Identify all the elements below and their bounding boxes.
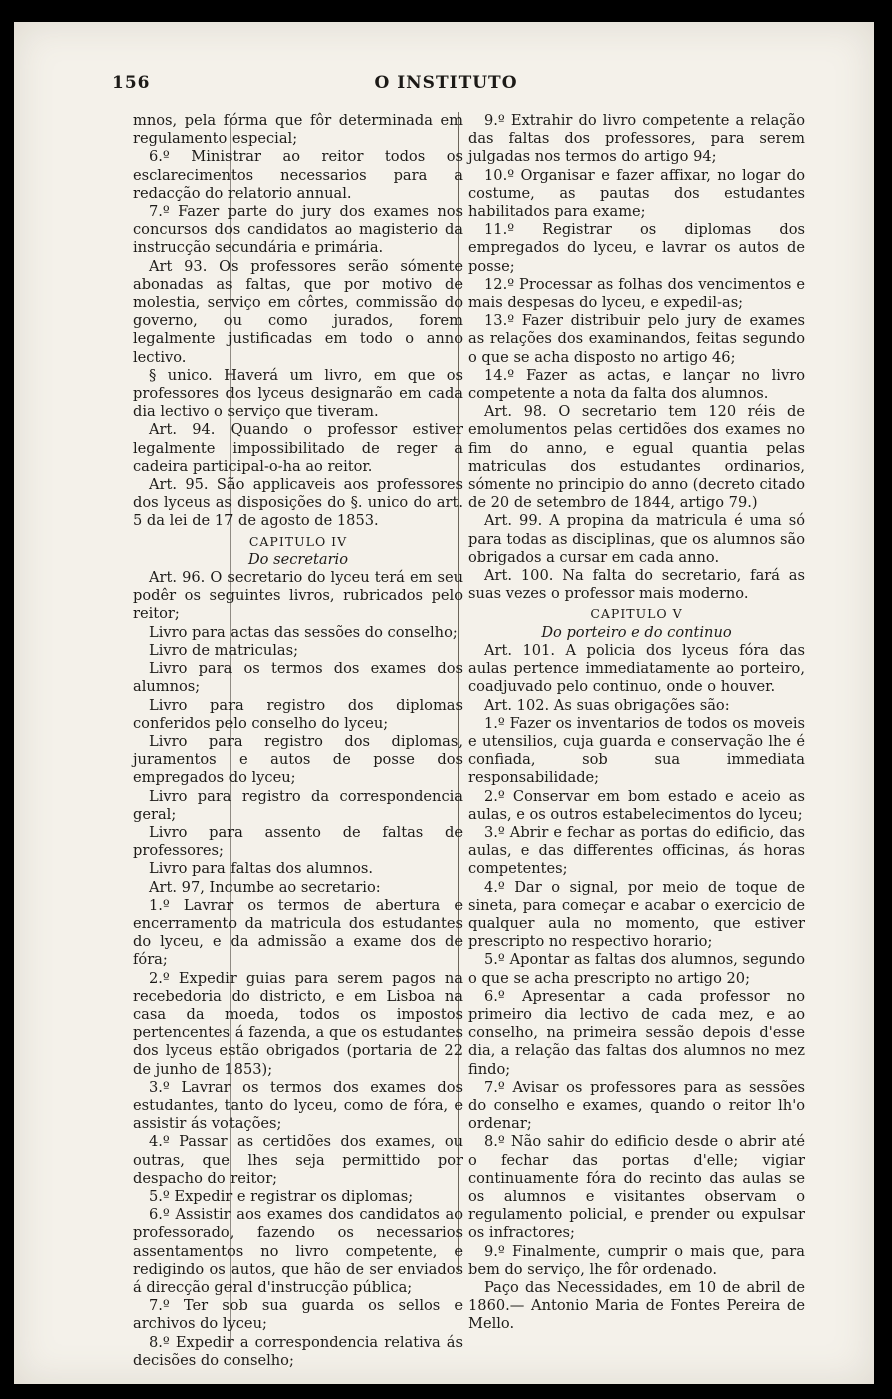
list-item: 8.º Não sahir do edificio desde o abrir até o fechar das portas d'elle; vigiar continuamente fóra do recinto das aulas se os alumnos e visitantes observam o regulamento policial, e prender ou expulsar os infractores; <box>468 1133 805 1242</box>
paragraph: Art. 95. São applicaveis aos professores dos lyceus as disposições do §. unico do art. 5 da lei de 17 de agosto de 1853. <box>133 476 463 530</box>
list-item: 5.º Apontar as faltas dos alumnos, segundo o que se acha prescripto no artigo 20; <box>468 951 805 987</box>
list-item: 4.º Passar as certidões dos exames, ou outras, que lhes seja permittido por despacho do reitor; <box>133 1133 463 1187</box>
list-item: 10.º Organisar e fazer affixar, no logar do costume, as pautas dos estudantes habilitados para exame; <box>468 166 805 221</box>
signature-paragraph: Paço das Necessidades, em 10 de abril de 1860.— Antonio Maria de Fontes Pereira de Mello. <box>468 1279 805 1333</box>
list-item: 13.º Fazer distribuir pelo jury de exames as relações dos examinandos, feitas segundo o que se acha disposto no artigo 46; <box>468 312 805 366</box>
list-item: 3.º Abrir e fechar as portas do edificio, das aulas, e das differentes officinas, ás horas competentes; <box>468 823 805 878</box>
chapter-heading: CAPITULO IV <box>248 533 348 549</box>
list-item: 7.º Ter sob sua guarda os sellos e archivos do lyceu; <box>133 1297 463 1333</box>
chapter-heading: CAPITULO V <box>590 606 683 622</box>
list-item: Livro para registro da correspondencia geral; <box>133 787 463 823</box>
list-item: 1.º Fazer os inventarios de todos os moveis e utensilios, cuja guarda e conservação lhe é confiada, sob sua immediata responsabilidade; <box>468 714 805 787</box>
list-item: 9.º Finalmente, cumprir o mais que, para bem do serviço, lhe fôr ordenado. <box>468 1242 805 1278</box>
list-item: 5.º Expedir e registrar os diplomas; <box>149 1187 414 1205</box>
paragraph: Art 93. Os professores serão sómente abonadas as faltas, que por motivo de molestia, serviço em côrtes, commissão do governo, ou como jurados, forem legalmente justificadas em todo o anno lectivo. <box>133 257 463 366</box>
paragraph: Art. 94. Quando o professor estiver legalmente impossibilitado de reger a cadeira participal-o-ha ao reitor. <box>133 421 463 475</box>
paragraph: Art. 96. O secretario do lyceu terá em seu podêr os seguintes livros, rubricados pelo reitor; <box>133 569 463 623</box>
running-title: O INSTITUTO <box>374 73 518 93</box>
list-item: 4.º Dar o signal, por meio de toque de sineta, para começar e acabar o exercicio de qualquer aula no momento, que estiver prescripto no respectivo horario; <box>468 878 805 951</box>
list-item: 2.º Conservar em bom estado e aceio as aulas, e os outros estabelecimentos do lyceu; <box>468 787 805 823</box>
paragraph: Art. 102. As suas obrigações são: <box>484 696 730 714</box>
list-item: 14.º Fazer as actas, e lançar no livro competente a nota da falta dos alumnos. <box>468 366 805 403</box>
paragraph: Art. 97, Incumbe ao secretario: <box>149 878 381 896</box>
left-column <box>133 112 463 1370</box>
paragraph: 6.º Ministrar ao reitor todos os esclarecimentos necessarios para a redacção do relatorio annual. <box>133 148 463 202</box>
list-item: 12.º Processar as folhas dos vencimentos e mais despesas do lyceu, e expedil-as; <box>468 275 805 312</box>
list-item: 7.º Avisar os professores para as sessões do conselho e exames, quando o reitor lh'o ordenar; <box>468 1078 805 1133</box>
list-item: Livro para registro dos diplomas conferidos pelo conselho do lyceu; <box>133 696 463 732</box>
list-item: 11.º Registrar os diplomas dos empregados do lyceu, e lavrar os autos de posse; <box>468 221 805 275</box>
list-item: Livro para assento de faltas de professores; <box>133 823 463 860</box>
paragraph: Art. 100. Na falta do secretario, fará as suas vezes o professor mais moderno. <box>468 567 805 603</box>
paragraph: Art. 99. A propina da matricula é uma só para todas as disciplinas, que os alumnos são obrigados a cursar em cada anno. <box>468 512 805 566</box>
list-item: Livro para actas das sessões do conselho; <box>149 623 458 641</box>
right-column <box>468 112 805 1334</box>
paragraph: 7.º Fazer parte do jury dos exames nos concursos dos candidatos ao magisterio da instrucção secundária e primária. <box>133 203 463 257</box>
chapter-subtitle: Do porteiro e do continuo <box>541 623 732 641</box>
page-number: 156 <box>112 73 151 93</box>
list-item: Livro para faltas dos alumnos. <box>149 860 374 878</box>
list-item: 6.º Assistir aos exames dos candidatos ao professorado, fazendo os necessarios assentamentos no livro competente, e redigindo os autos, que hão de ser enviados á direcção geral d'instrucção pública; <box>133 1206 463 1296</box>
list-item: Livro de matriculas; <box>149 641 299 659</box>
list-item: 8.º Expedir a correspondencia relativa ás decisões do conselho; <box>133 1333 463 1369</box>
list-item: Livro para registro dos diplomas, juramentos e autos de posse dos empregados do lyceu; <box>133 732 463 787</box>
list-item: Livro para os termos dos exames dos alumnos; <box>133 660 463 696</box>
list-item: 2.º Expedir guias para serem pagos na recebedoria do districto, e em Lisboa na casa da moeda, todos os impostos pertencentes á fazenda, a que os estudantes dos lyceus estão obrigados (portaria de 22 de junho de 1853); <box>133 969 463 1078</box>
list-item: 3.º Lavrar os termos dos exames dos estudantes, tanto do lyceu, como de fóra, e assistir ás votações; <box>133 1078 463 1133</box>
list-item: 1.º Lavrar os termos de abertura e encerramento da matricula dos estudantes do lyceu, e da admissão a exame dos de fóra; <box>133 896 463 969</box>
paragraph: § unico. Haverá um livro, em que os professores dos lyceus designarão em cada dia lectivo o serviço que tiveram. <box>133 366 463 421</box>
list-item: 9.º Extrahir do livro competente a relação das faltas dos professores, para serem julgadas nos termos do artigo 94; <box>468 112 805 166</box>
list-item: 6.º Apresentar a cada professor no primeiro dia lectivo de cada mez, e ao conselho, na primeira sessão depois d'esse dia, a relação das faltas dos alumnos no mez findo; <box>468 987 805 1078</box>
paragraph: mnos, pela fórma que fôr determinada em regulamento especial; <box>133 112 463 148</box>
paragraph: Art. 98. O secretario tem 120 réis de emolumentos pelas certidões dos exames no fim do anno, e egual quantia pelas matriculas dos estudantes ordinarios, sómente no principio do anno (decreto citado de 20 de setembro de 1844, artigo 79.) <box>468 403 805 512</box>
chapter-subtitle: Do secretario <box>247 550 349 568</box>
paragraph: Art. 101. A policia dos lyceus fóra das aulas pertence immediatamente ao porteiro, coadjuvado pelo continuo, onde o houver. <box>468 641 805 696</box>
